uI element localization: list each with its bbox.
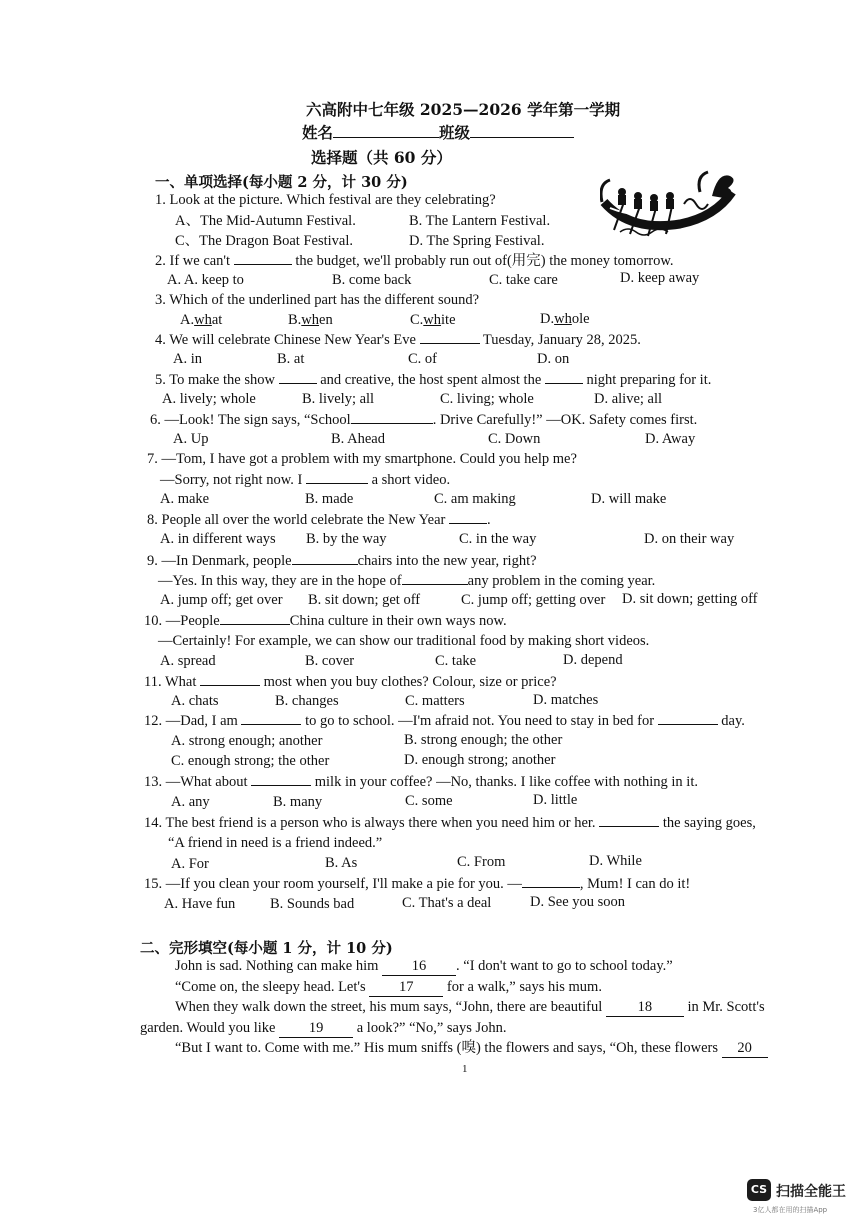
q5-option-a[interactable]: A. lively; whole <box>162 391 256 407</box>
q1-option-c[interactable]: C、The Dragon Boat Festival. <box>175 233 354 249</box>
q4-option-b[interactable]: B. at <box>277 351 305 367</box>
q11-option-a[interactable]: A. chats <box>171 693 219 709</box>
q15-stem: 15. —If you clean your room yourself, I'll make a pie for you. — , Mum! I can do it! <box>144 876 691 892</box>
q4-option-d[interactable]: D. on <box>537 351 570 367</box>
scanner-watermark <box>747 1179 862 1221</box>
q7-option-d[interactable]: D. will make <box>591 491 667 507</box>
cloze-blank-16[interactable]: 16 <box>382 957 456 976</box>
cloze-blank-20[interactable]: 20 <box>722 1039 768 1058</box>
q15-option-b[interactable]: B. Sounds bad <box>270 896 355 912</box>
q9-line-2: —Yes. In this way, they are in the hope of any problem in the coming year. <box>158 573 656 589</box>
cloze-line-5: “But I want to. Come with me.” His mum sniffs (嗅) the flowers and says, “Oh, these flowers 20 <box>175 1039 768 1058</box>
cloze-blank-19[interactable]: 19 <box>279 1019 353 1038</box>
q10-line-1: 10. —People China culture in their own ways now. <box>144 613 507 629</box>
dragon-boat-picture <box>600 162 740 240</box>
q12-option-c[interactable]: C. enough strong; the other <box>171 753 330 769</box>
q8-option-b[interactable]: B. by the way <box>306 531 387 547</box>
q7-blank[interactable] <box>306 470 368 484</box>
q12-option-d[interactable]: D. enough strong; another <box>404 752 556 768</box>
q11-stem: 11. What most when you buy clothes? Colour, size or price? <box>144 674 557 690</box>
q15-option-d[interactable]: D. See you soon <box>530 894 626 910</box>
q15-option-c[interactable]: C. That's a deal <box>402 895 492 911</box>
q3-stem: 3. Which of the underlined part has the different sound? <box>155 292 480 308</box>
q2-option-b[interactable]: B. come back <box>332 272 412 288</box>
q10-option-c[interactable]: C. take <box>435 653 477 669</box>
q3-option-d[interactable]: D.whole <box>540 311 590 327</box>
q6-blank[interactable] <box>351 410 433 424</box>
cloze-blank-17[interactable]: 17 <box>369 978 443 997</box>
q9-blank-2[interactable] <box>402 571 468 585</box>
cloze-line-2: “Come on, the sleepy head. Let's 17 for a walk,” says his mum. <box>175 979 602 995</box>
q9-option-a[interactable]: A. jump off; get over <box>160 592 283 608</box>
q6-stem: 6. —Look! The sign says, “School . Drive Carefully!” —OK. Safety comes first. <box>150 412 698 428</box>
cloze-line-3: When they walk down the street, his mum says, “John, there are beautiful 18 in Mr. Scott's <box>175 999 765 1015</box>
q4-blank[interactable] <box>420 330 480 344</box>
scanner-tagline: 3亿人都在用的扫描App <box>753 1206 828 1214</box>
q11-option-b[interactable]: B. changes <box>275 693 339 709</box>
name-blank[interactable] <box>333 124 439 138</box>
q8-stem: 8. People all over the world celebrate the New Year . <box>147 512 491 528</box>
q6-option-b[interactable]: B. Ahead <box>331 431 385 447</box>
q9-option-b[interactable]: B. sit down; get off <box>308 592 421 608</box>
q7-option-a[interactable]: A. make <box>160 491 210 507</box>
section1-heading: 一、单项选择(每小题 2 分，计 30 分) <box>155 174 408 191</box>
q4-option-a[interactable]: A. in <box>173 351 202 367</box>
q4-option-c[interactable]: C. of <box>408 351 437 367</box>
q10-option-a[interactable]: A. spread <box>160 653 216 669</box>
q1-option-d[interactable]: D. The Spring Festival. <box>409 233 545 249</box>
q4-stem: 4. We will celebrate Chinese New Year's Eve Tuesday, January 28, 2025. <box>155 332 641 348</box>
q13-option-a[interactable]: A. any <box>171 794 210 810</box>
q5-option-c[interactable]: C. living; whole <box>440 391 534 407</box>
q7-line-2: —Sorry, not right now. I a short video. <box>160 472 451 488</box>
q2-option-c[interactable]: C. take care <box>489 272 558 288</box>
cloze-line-1: John is sad. Nothing can make him 16 . “I don't want to go to school today.” <box>175 958 673 974</box>
q10-option-b[interactable]: B. cover <box>305 653 355 669</box>
q10-blank[interactable] <box>220 611 290 625</box>
q14-option-d[interactable]: D. While <box>589 853 642 869</box>
subtitle: 选择题（共 60 分） <box>311 148 452 167</box>
name-class-line <box>302 121 574 143</box>
q12-blank-2[interactable] <box>658 711 718 725</box>
q11-option-d[interactable]: D. matches <box>533 692 599 708</box>
q15-option-a[interactable]: A. Have fun <box>164 896 236 912</box>
cs-logo-icon: CS <box>747 1179 771 1201</box>
q1-option-b[interactable]: B. The Lantern Festival. <box>409 213 551 229</box>
section2-heading: 二、完形填空(每小题 1 分，计 10 分) <box>140 940 393 957</box>
q3-option-a[interactable]: A.what <box>180 312 223 328</box>
q15-blank[interactable] <box>522 874 580 888</box>
q13-option-b[interactable]: B. many <box>273 794 323 810</box>
q6-option-a[interactable]: A. Up <box>173 431 209 447</box>
q8-option-d[interactable]: D. on their way <box>644 531 735 547</box>
q6-option-d[interactable]: D. Away <box>645 431 696 447</box>
class-blank[interactable] <box>470 124 574 138</box>
q10-option-d[interactable]: D. depend <box>563 652 623 668</box>
class-label: 班级 <box>439 123 471 142</box>
q12-blank-1[interactable] <box>241 711 301 725</box>
q14-blank[interactable] <box>599 813 659 827</box>
q2-option-a[interactable]: A. A. keep to <box>167 272 244 288</box>
q5-option-b[interactable]: B. lively; all <box>302 391 375 407</box>
q7-option-c[interactable]: C. am making <box>434 491 516 507</box>
q14-option-c[interactable]: C. From <box>457 854 506 870</box>
q1-stem: 1. Look at the picture. Which festival are they celebrating? <box>155 192 496 208</box>
q11-blank[interactable] <box>200 672 260 686</box>
cloze-blank-18[interactable]: 18 <box>606 998 684 1017</box>
q10-line-2: —Certainly! For example, we can show our traditional food by making short videos. <box>158 633 650 649</box>
q9-blank-1[interactable] <box>292 551 358 565</box>
dragon-tail <box>601 180 610 202</box>
q1-option-a[interactable]: A、The Mid-Autumn Festival. <box>175 213 356 229</box>
q13-option-d[interactable]: D. little <box>533 792 578 808</box>
q9-option-c[interactable]: C. jump off; getting over <box>461 592 606 608</box>
q12-option-a[interactable]: A. strong enough; another <box>171 733 323 749</box>
q14-line-2: “A friend in need is a friend indeed.” <box>168 835 383 851</box>
q12-option-b[interactable]: B. strong enough; the other <box>404 732 563 748</box>
rowers <box>618 188 674 211</box>
q14-option-b[interactable]: B. As <box>325 855 358 871</box>
cloze-line-4: garden. Would you like 19 a look?” “No,” says John. <box>140 1020 507 1036</box>
q2-option-d[interactable]: D. keep away <box>620 270 700 286</box>
q5-stem: 5. To make the show and creative, the host spent almost the night preparing for it. <box>155 372 712 388</box>
q8-blank[interactable] <box>449 510 487 524</box>
q3-option-b[interactable]: B.when <box>288 312 333 328</box>
name-label: 姓名 <box>302 123 334 142</box>
page-number: 1 <box>462 1063 468 1075</box>
scanner-brand-name: 扫描全能王 <box>776 1184 846 1200</box>
q5-blank-2[interactable] <box>545 370 583 384</box>
q14-option-a[interactable]: A. For <box>171 856 209 872</box>
q8-option-c[interactable]: C. in the way <box>459 531 537 547</box>
exam-title: 六高附中七年级 2025—2026 学年第一学期 <box>306 100 621 119</box>
q8-option-a[interactable]: A. in different ways <box>160 531 276 547</box>
q2-blank[interactable] <box>234 251 292 265</box>
q3-option-c[interactable]: C.white <box>410 312 456 328</box>
q14-stem: 14. The best friend is a person who is always there when you need him or her. the saying goes, <box>144 815 756 831</box>
q7-line-1: 7. —Tom, I have got a problem with my smartphone. Could you help me? <box>147 451 577 467</box>
q6-option-c[interactable]: C. Down <box>488 431 541 447</box>
q13-option-c[interactable]: C. some <box>405 793 453 809</box>
q5-blank-1[interactable] <box>279 370 317 384</box>
q9-line-1: 9. —In Denmark, people chairs into the new year, right? <box>147 553 537 569</box>
q13-blank[interactable] <box>251 772 311 786</box>
q9-option-d[interactable]: D. sit down; getting off <box>622 591 758 607</box>
q7-option-b[interactable]: B. made <box>305 491 354 507</box>
q12-stem: 12. —Dad, I am to go to school. —I'm afraid not. You need to stay in bed for day. <box>144 713 745 729</box>
q2-stem: 2. If we can't the budget, we'll probably run out of(用完) the money tomorrow. <box>155 253 674 269</box>
q11-option-c[interactable]: C. matters <box>405 693 465 709</box>
q13-stem: 13. —What about milk in your coffee? —No, thanks. I like coffee with nothing in it. <box>144 774 698 790</box>
q5-option-d[interactable]: D. alive; all <box>594 391 663 407</box>
